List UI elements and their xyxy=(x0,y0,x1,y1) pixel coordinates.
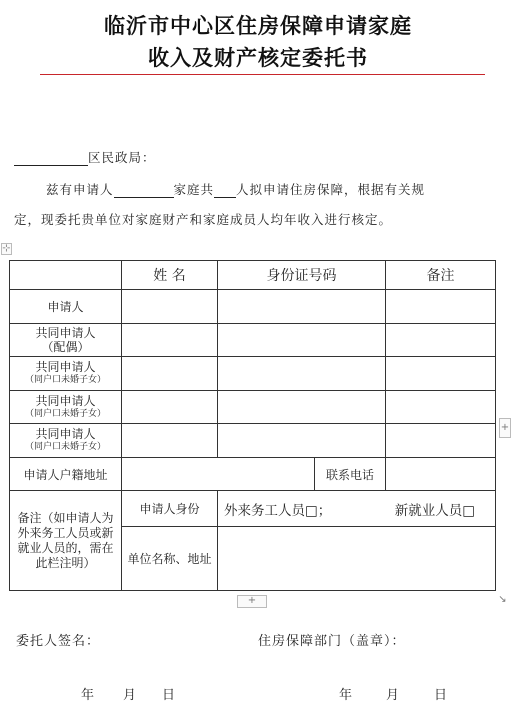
spouse-remark-cell[interactable] xyxy=(386,324,496,357)
body-paragraph-line2: 定，现委托贵单位对家庭财产和家庭成员人均年收入进行核定。 xyxy=(14,212,393,227)
dept-date-year: 年 xyxy=(339,688,353,703)
row-label-main: 共同申请人 xyxy=(35,326,96,340)
header-remark: 备注 xyxy=(386,261,496,290)
body-text-c: 人拟申请住房保障，根据有关规 xyxy=(236,182,426,197)
employer-cell[interactable] xyxy=(218,527,496,591)
resize-handle-icon[interactable]: ↘ xyxy=(498,594,507,605)
body-paragraph-line1 xyxy=(46,180,425,198)
district-blank[interactable] xyxy=(14,151,88,166)
household-count-blank[interactable] xyxy=(214,183,236,198)
table-row xyxy=(10,491,496,527)
applicant-name-blank[interactable] xyxy=(114,183,174,198)
table-row xyxy=(10,391,496,424)
row-label-applicant: 申请人 xyxy=(10,290,122,324)
row-label-sub: （同户口未婚子女） xyxy=(24,408,106,419)
row-label-registry-address: 申请人户籍地址 xyxy=(10,458,122,491)
child-name-cell[interactable] xyxy=(122,357,218,391)
spouse-name-cell[interactable] xyxy=(122,324,218,357)
row-label-main: 共同申请人 xyxy=(35,360,96,374)
row-label-child xyxy=(10,357,122,391)
child-id-cell[interactable] xyxy=(218,357,386,391)
note-label-cell: 备注（如申请人为外来务工人员或新就业人员的，需在此栏注明） xyxy=(10,491,122,591)
row-label-child xyxy=(10,424,122,458)
dept-date-month: 月 xyxy=(386,688,400,703)
addressee-line xyxy=(14,148,156,166)
row-label-sub: （同户口未婚子女） xyxy=(24,442,106,452)
child-name-cell[interactable] xyxy=(122,424,218,458)
child-id-cell[interactable] xyxy=(218,391,386,424)
applicant-name-cell[interactable] xyxy=(122,290,218,324)
verification-table xyxy=(9,260,496,591)
document-title-line2: 收入及财产核定委托书 xyxy=(148,46,368,70)
child-id-cell[interactable] xyxy=(218,424,386,458)
add-row-icon[interactable]: + xyxy=(237,595,267,608)
table-move-handle-icon[interactable]: ⊹ xyxy=(2,243,11,254)
child-remark-cell[interactable] xyxy=(386,357,496,391)
table-header-row xyxy=(10,261,496,290)
signer-label: 委托人签名： xyxy=(16,634,101,649)
child-remark-cell[interactable] xyxy=(386,391,496,424)
table-row xyxy=(10,290,496,324)
add-column-icon[interactable]: + xyxy=(499,418,511,438)
identity-options-cell xyxy=(218,491,496,527)
row-label-child xyxy=(10,391,122,424)
title-divider xyxy=(40,74,485,75)
option-new-employee[interactable]: 新就业人员□ xyxy=(394,502,475,519)
signer-date-year: 年 xyxy=(81,688,95,703)
child-name-cell[interactable] xyxy=(122,391,218,424)
spouse-id-cell[interactable] xyxy=(218,324,386,357)
row-label-sub: （配偶） xyxy=(41,340,90,354)
dept-stamp-label: 住房保障部门（盖章）： xyxy=(258,634,406,649)
applicant-remark-cell[interactable] xyxy=(386,290,496,324)
row-label-spouse xyxy=(10,324,122,357)
body-text-a: 兹有申请人 xyxy=(46,182,114,197)
document-title-line1: 临沂市中心区住房保障申请家庭 xyxy=(104,14,412,38)
header-name: 姓 名 xyxy=(122,261,218,290)
registry-address-cell[interactable] xyxy=(122,458,315,491)
row-label-main: 共同申请人 xyxy=(35,427,96,441)
signer-date-month: 月 xyxy=(123,688,137,703)
phone-label: 联系电话 xyxy=(315,458,386,491)
option-migrant-worker[interactable]: 外来务工人员□； xyxy=(224,502,332,519)
body-text-b: 家庭共 xyxy=(173,182,215,197)
identity-label: 申请人身份 xyxy=(122,491,218,527)
table-row xyxy=(10,424,496,458)
employer-label: 单位名称、地址 xyxy=(122,527,218,591)
addressee-suffix: 区民政局： xyxy=(88,150,156,165)
child-remark-cell[interactable] xyxy=(386,424,496,458)
applicant-id-cell[interactable] xyxy=(218,290,386,324)
table-row xyxy=(10,357,496,391)
signer-date-day: 日 xyxy=(162,688,176,703)
table-row xyxy=(10,458,496,491)
row-label-sub: （同户口未婚子女） xyxy=(24,375,106,385)
table-row xyxy=(10,324,496,357)
row-label-main: 共同申请人 xyxy=(35,393,96,408)
header-empty-cell xyxy=(10,261,122,290)
header-id-number: 身份证号码 xyxy=(218,261,386,290)
phone-cell[interactable] xyxy=(386,458,496,491)
dept-date-day: 日 xyxy=(434,688,448,703)
